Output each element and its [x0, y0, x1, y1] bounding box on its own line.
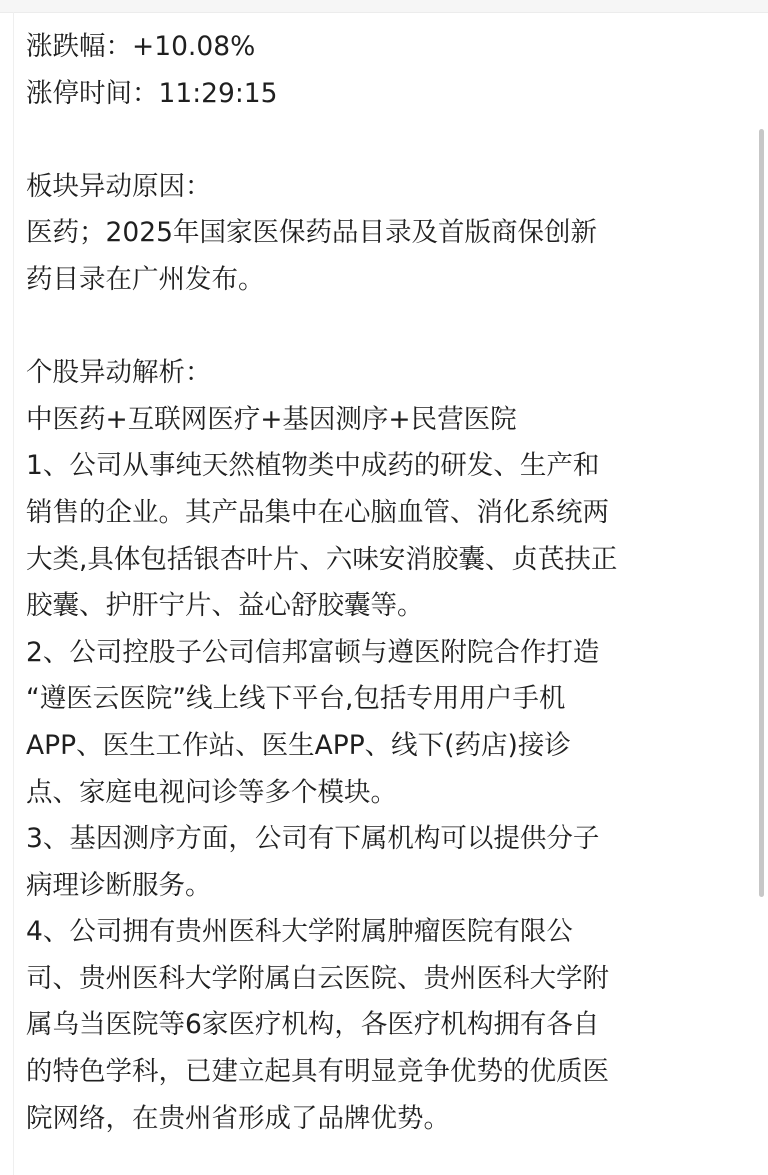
- price-change-line: 涨跌幅：+10.08%: [26, 31, 256, 62]
- sector-reason-line: 药目录在广州发布。: [26, 263, 265, 295]
- point-4-line: 4、公司拥有贵州医科大学附属肿瘤医院有限公: [26, 916, 573, 948]
- point-2-line: “遵医云医院”线上线下平台,包括专用用户手机: [26, 683, 566, 715]
- sector-reason-line: 医药；2025年国家医保药品目录及首版商保创新: [26, 217, 597, 249]
- top-bar: [0, 0, 768, 13]
- scrollbar-thumb[interactable]: [759, 129, 764, 897]
- point-3-line: 3、基因测序方面，公司有下属机构可以提供分子: [26, 823, 600, 855]
- blank-line: [26, 117, 748, 164]
- point-4-line: 院网络，在贵州省形成了品牌优势。: [26, 1102, 450, 1134]
- sector-heading: 板块异动原因：: [26, 170, 212, 202]
- point-3-line: 病理诊断服务。: [26, 869, 212, 901]
- point-1-line: 胶囊、护肝宁片、益心舒胶囊等。: [26, 590, 424, 622]
- point-1-line: 1、公司从事纯天然植物类中成药的研发、生产和: [26, 450, 600, 482]
- point-2-line: APP、医生工作站、医生APP、线下(药店)接诊: [26, 729, 571, 761]
- limit-up-time-line: 涨停时间：11:29:15: [26, 77, 278, 109]
- point-2-line: 2、公司控股子公司信邦富顿与遵医附院合作打造: [26, 636, 600, 668]
- point-4-line: 司、贵州医科大学附属白云医院、贵州医科大学附: [26, 962, 609, 994]
- point-4-line: 属乌当医院等6家医疗机构，各医疗机构拥有各自: [26, 1009, 600, 1041]
- note-body[interactable]: [26, 24, 748, 1142]
- point-1-line: 大类,具体包括银杏叶片、六味安消胶囊、贞芪扶正: [26, 543, 618, 575]
- point-1-line: 销售的企业。其产品集中在心脑血管、消化系统两: [26, 496, 609, 528]
- blank-line: [26, 304, 748, 351]
- left-border: [13, 12, 14, 1175]
- point-4-line: 的特色学科，已建立起具有明显竞争优势的优质医: [26, 1056, 609, 1088]
- concept-tags-line: 中医药+互联网医疗+基因测序+民营医院: [26, 403, 517, 435]
- point-2-line: 点、家庭电视问诊等多个模块。: [26, 776, 397, 808]
- stock-analysis-heading: 个股异动解析：: [26, 357, 212, 389]
